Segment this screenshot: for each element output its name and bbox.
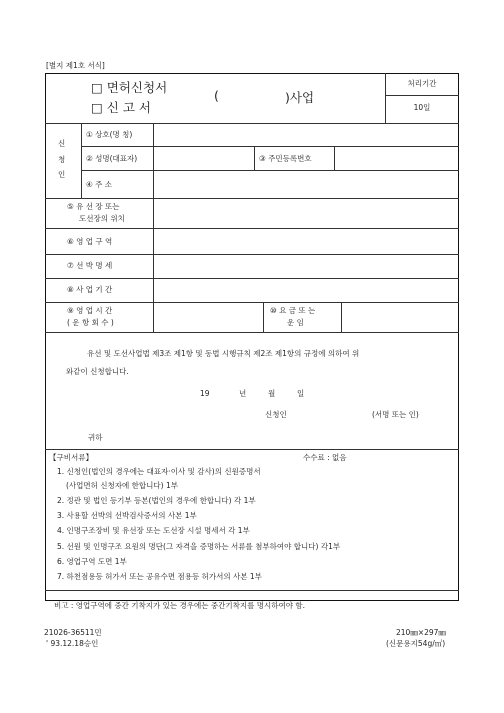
representative-field[interactable] xyxy=(156,149,251,167)
fee-label: 수수료 : 없음 xyxy=(303,453,347,462)
divider xyxy=(254,146,255,170)
address-field[interactable] xyxy=(156,174,456,194)
statement-line-1: 유선 및 도선사업법 제3조 제1항 및 동법 시행규칙 제2조 제1항의 규정에 의하여 위 xyxy=(87,349,360,358)
divider xyxy=(45,590,459,591)
form-number-label: [별지 제1호 서식] xyxy=(46,61,105,70)
divider xyxy=(45,449,459,450)
wharf-location-label-line1: ⑤ 유 선 장 또는 xyxy=(67,202,120,211)
paper-type: (신문용지54g/㎡) xyxy=(386,639,446,648)
representative-label: ② 성명(대표자) xyxy=(86,154,138,163)
address-label: ④ 주 소 xyxy=(86,180,112,189)
applicant-group-label-2: 청 xyxy=(58,155,66,164)
applicant-signature-label: 신청인 xyxy=(265,410,287,419)
required-documents-heading: 【구비서류】 xyxy=(49,453,93,462)
approval-date: ' 93.12.18승인 xyxy=(46,639,99,648)
business-type-open: ( xyxy=(214,88,219,103)
divider xyxy=(341,302,342,332)
operating-area-field[interactable] xyxy=(156,231,456,251)
processing-period-label: 처리기간 xyxy=(407,79,437,88)
statement-line-2: 와같이 신청합니다. xyxy=(66,367,129,376)
fare-label-line2: 운 임 xyxy=(287,318,304,327)
business-type-field[interactable] xyxy=(226,87,282,103)
remarks-note: 비고 : 영업구역에 중간 기착지가 있는 경우에는 중간기착지를 명시하여야 함. xyxy=(54,601,305,610)
divider xyxy=(153,123,154,198)
fare-field[interactable] xyxy=(344,305,456,329)
recipient-label: 귀하 xyxy=(88,433,103,442)
business-type-close: )사업 xyxy=(285,90,315,105)
divider xyxy=(45,228,459,229)
divider xyxy=(45,254,459,255)
vessel-details-field[interactable] xyxy=(156,257,456,275)
document-item: 6. 영업구역 도면 1부 xyxy=(57,557,127,566)
resident-number-field[interactable] xyxy=(337,149,456,167)
divider xyxy=(45,278,459,279)
paper-size: 210㎜×297㎜ xyxy=(396,628,446,637)
license-application-checkbox[interactable]: □ 면허신청서 xyxy=(91,80,168,95)
signature-or-seal-label: (서명 또는 인) xyxy=(372,410,419,419)
document-item: 2. 정관 및 법인 등기부 등본(법인의 경우에 한합니다) 각 1부 xyxy=(57,496,256,505)
divider xyxy=(263,302,264,332)
divider xyxy=(45,198,459,199)
divider xyxy=(81,170,459,171)
business-period-field[interactable] xyxy=(156,281,456,299)
divider xyxy=(45,302,459,303)
business-period-label: ⑧ 사 업 기 간 xyxy=(67,285,113,294)
wharf-location-label-line2: 도선장의 위치 xyxy=(79,214,125,223)
operating-hours-field[interactable] xyxy=(156,305,260,329)
divider xyxy=(81,123,82,198)
divider xyxy=(153,198,154,332)
document-item: 7. 하천점용등 허가서 또는 공유수면 점용등 허가서의 사본 1부 xyxy=(57,572,262,581)
operating-hours-label-line2: ( 운 항 회 수 ) xyxy=(67,318,114,327)
wharf-location-field[interactable] xyxy=(156,201,456,225)
resident-number-label: ③ 주민등록번호 xyxy=(259,154,312,163)
divider xyxy=(334,146,335,170)
divider xyxy=(45,123,459,124)
applicant-group-label-1: 신 xyxy=(58,139,66,148)
document-item: 1. 신청인(법인의 경우에는 대표자·이사 및 감사)의 신원증명서 xyxy=(57,467,261,476)
document-item: 3. 사용할 선박의 선박검사증서의 사본 1부 xyxy=(57,511,197,520)
date-day-unit: 일 xyxy=(297,389,305,398)
document-item: 5. 선원 및 인명구조 요원의 명단(그 자격을 증명하는 서류를 첨부하여야 합니다) 각1부 xyxy=(57,542,341,551)
business-name-label: ① 상호(명 칭) xyxy=(86,130,133,139)
divider xyxy=(385,95,459,96)
business-name-field[interactable] xyxy=(156,126,456,144)
divider xyxy=(81,146,459,147)
date-month-unit: 월 xyxy=(268,389,276,398)
applicant-group-label-3: 인 xyxy=(58,170,66,179)
document-item: 4. 인명구조장비 및 유선장 또는 도선장 시설 명세서 각 1부 xyxy=(57,526,250,535)
signature-field[interactable] xyxy=(300,405,366,421)
form-code: 21026-36511민 xyxy=(44,628,102,637)
document-item: (사업면허 신청자에 한합니다) 1부 xyxy=(66,481,178,490)
operating-area-label: ⑥ 영 업 구 역 xyxy=(67,237,113,246)
divider xyxy=(45,332,459,333)
vessel-details-label: ⑦ 선 박 명 세 xyxy=(67,261,113,270)
processing-period-value: 10일 xyxy=(413,103,431,112)
report-checkbox[interactable]: □ 신 고 서 xyxy=(91,100,151,115)
fare-label-line1: ⑩ 요 금 또 는 xyxy=(270,306,316,315)
date-year-prefix: 19 xyxy=(200,389,210,398)
date-year-unit: 년 xyxy=(239,389,247,398)
operating-hours-label-line1: ⑨ 영 업 시 간 xyxy=(67,306,113,315)
